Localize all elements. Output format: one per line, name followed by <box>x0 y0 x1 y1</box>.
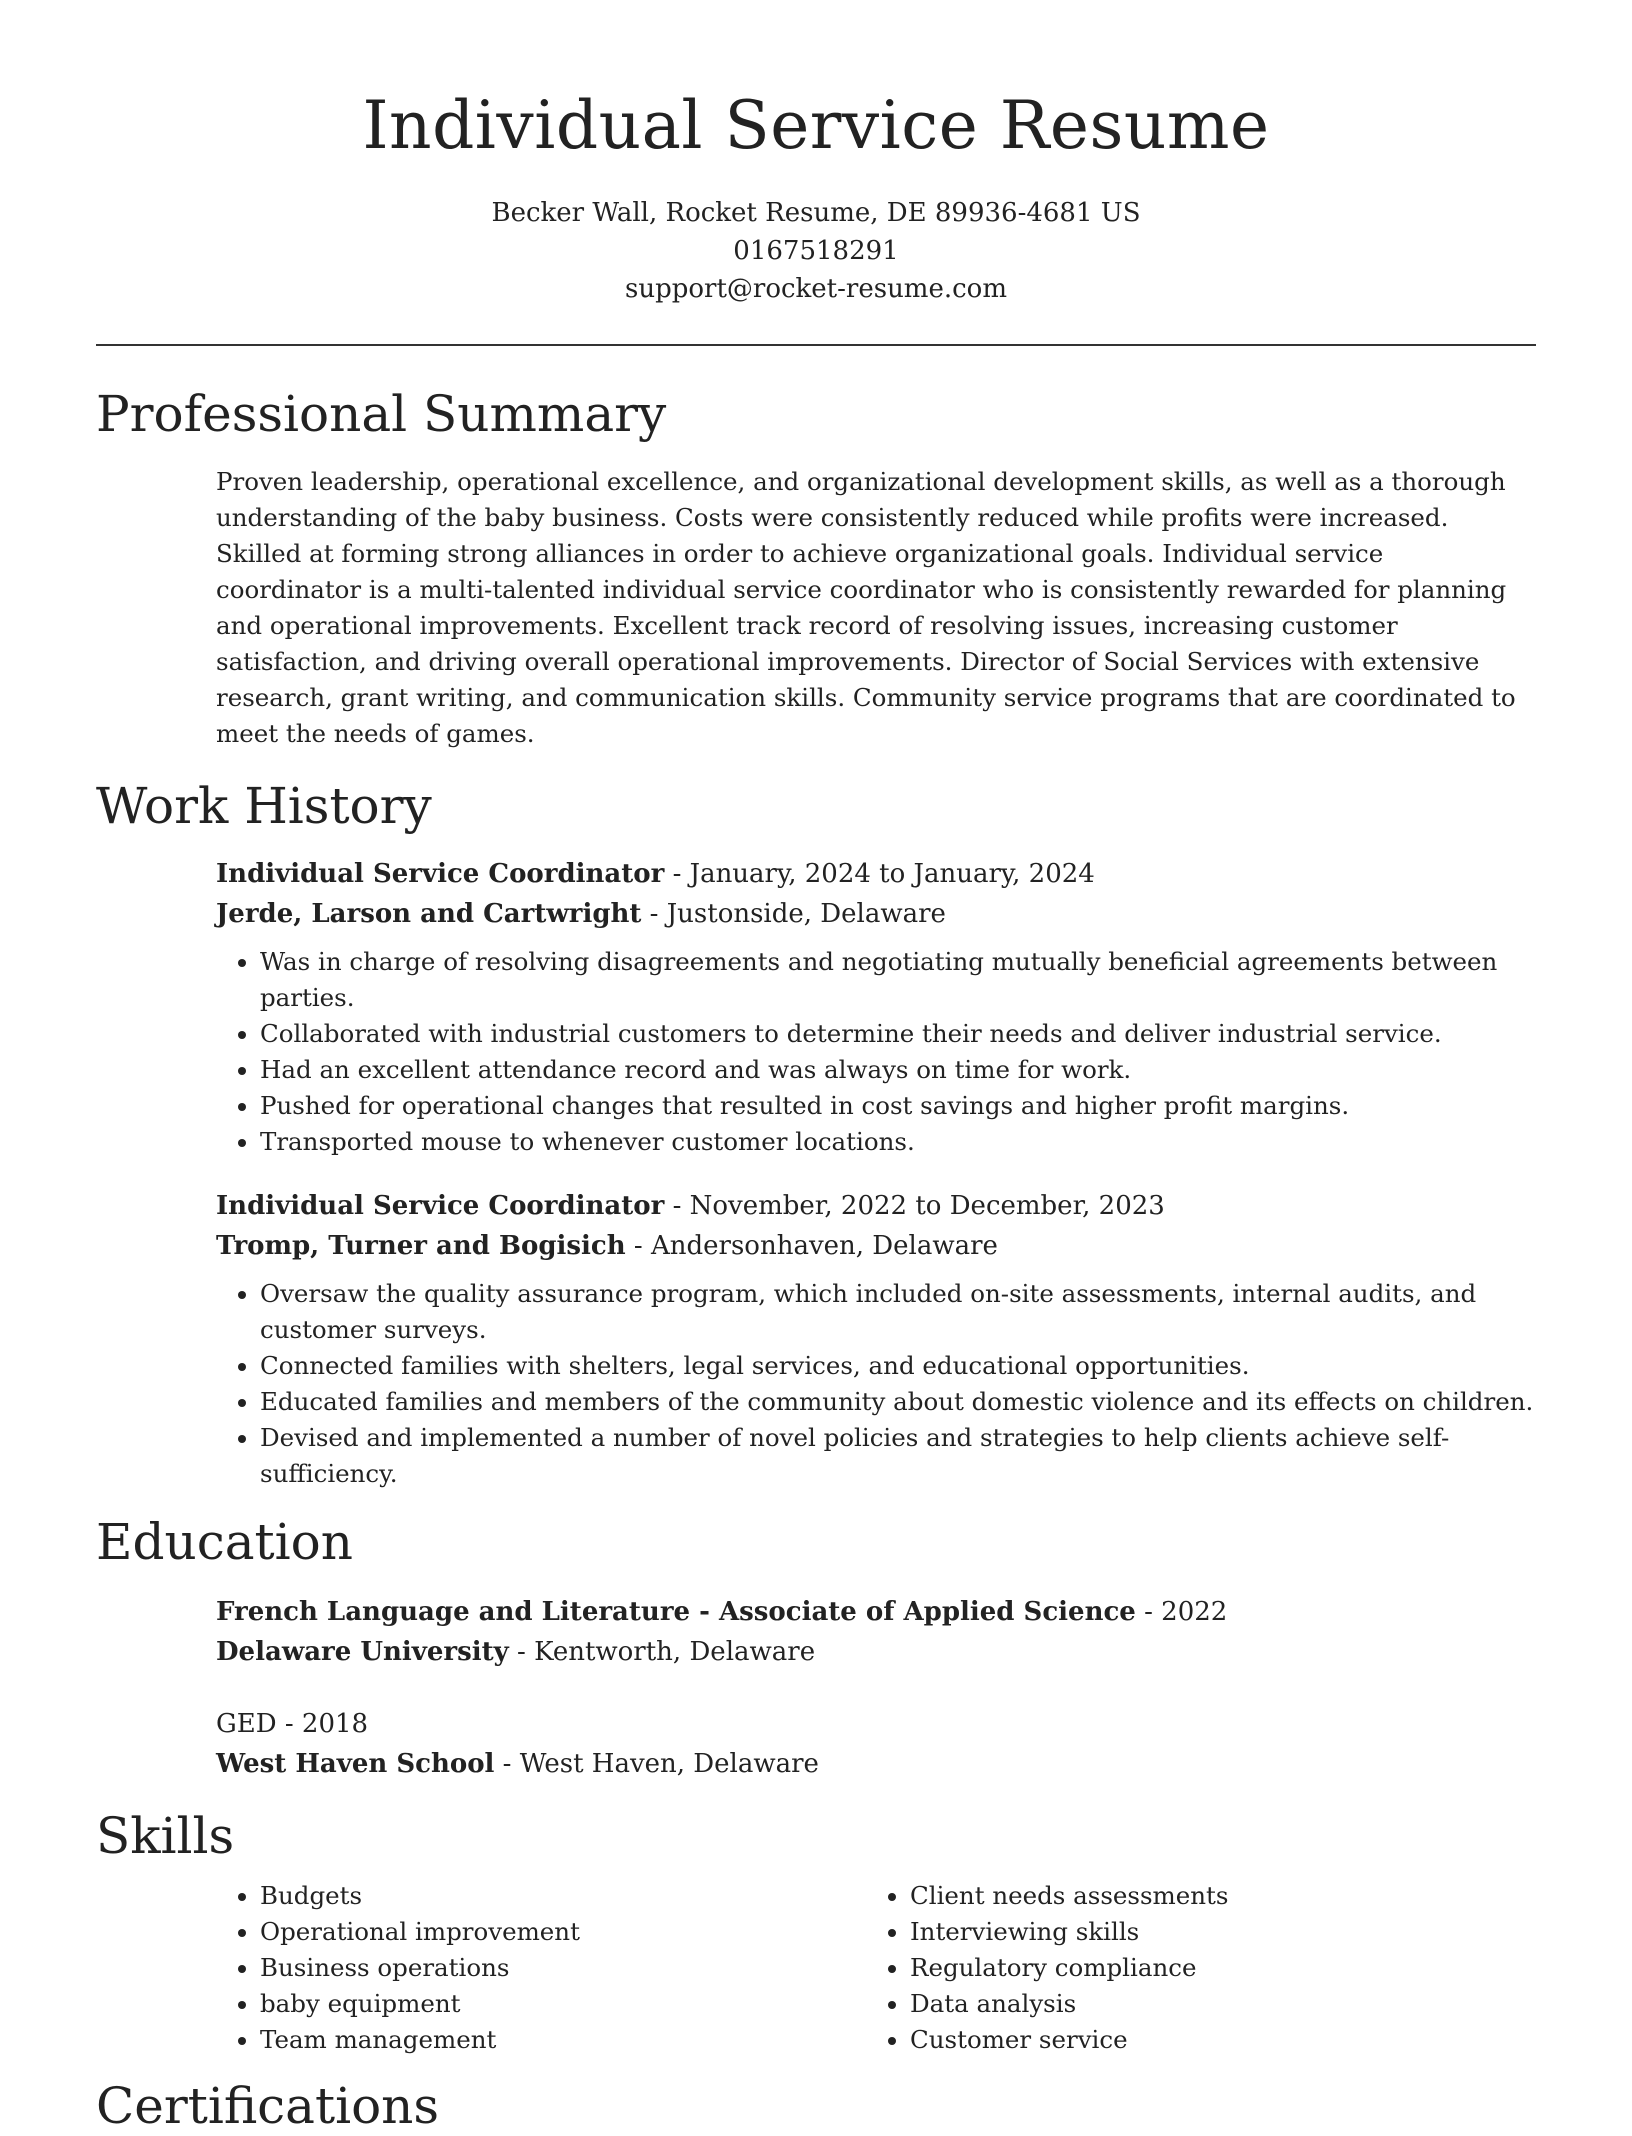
job-entry <box>216 854 1536 1160</box>
certifications-section <box>96 2076 1536 2136</box>
skill-item: • Regulatory compliance <box>910 1950 1516 1986</box>
education-school: West Haven School <box>216 1749 495 1779</box>
contact-address: Becker Wall, Rocket Resume, DE 89936-4681 US <box>491 198 1141 228</box>
resume-page <box>96 0 1536 2136</box>
skills-grid <box>216 1878 1536 2058</box>
education-school: Delaware University <box>216 1637 509 1667</box>
education-section <box>96 1512 1536 1784</box>
work-history-body <box>216 854 1536 1492</box>
job-bullet: • Oversaw the quality assurance program, which included on-site assessments, internal audits, and customer surveys. <box>260 1276 1536 1348</box>
job-dates: - January, 2024 to January, 2024 <box>664 859 1095 889</box>
education-heading: Education <box>96 1513 353 1571</box>
job-company: Jerde, Larson and Cartwright <box>216 899 642 929</box>
education-degree-line <box>216 1592 1536 1632</box>
header-divider <box>96 344 1536 346</box>
job-title-line <box>216 1186 1536 1226</box>
contact-info <box>96 194 1536 308</box>
resume-title: Individual Service Resume <box>362 87 1270 164</box>
education-year: - 2018 <box>276 1709 369 1739</box>
job-title: Individual Service Coordinator <box>216 859 665 889</box>
job-bullets <box>216 1276 1536 1492</box>
job-bullet: • Was in charge of resolving disagreements and negotiating mutually beneficial agreements between parties. <box>260 944 1536 1016</box>
job-entry <box>216 1186 1536 1492</box>
education-body <box>216 1592 1536 1784</box>
contact-phone: 0167518291 <box>733 236 899 266</box>
skills-heading: Skills <box>96 1807 235 1865</box>
job-dates: - November, 2022 to December, 2023 <box>664 1191 1165 1221</box>
education-degree-line <box>216 1704 1536 1744</box>
summary-heading: Professional Summary <box>96 385 667 443</box>
skill-item: • Budgets <box>260 1878 866 1914</box>
education-school-line <box>216 1632 1536 1672</box>
job-title: Individual Service Coordinator <box>216 1191 665 1221</box>
skills-list <box>216 1878 866 2058</box>
certifications-heading: Certifications <box>96 2077 440 2135</box>
skill-item: • Client needs assessments <box>910 1878 1516 1914</box>
job-bullet: • Collaborated with industrial customers to determine their needs and deliver industrial service. <box>260 1016 1536 1052</box>
job-bullets <box>216 944 1536 1160</box>
skills-section <box>96 1806 1536 2058</box>
education-location: - Kentworth, Delaware <box>508 1637 816 1667</box>
education-entry <box>216 1704 1536 1784</box>
resume-header <box>96 0 1536 346</box>
job-location: - Justonside, Delaware <box>641 899 946 929</box>
job-bullet: • Devised and implemented a number of novel policies and strategies to help clients achieve self-sufficiency. <box>260 1420 1536 1492</box>
job-title-line <box>216 854 1536 894</box>
job-company: Tromp, Turner and Bogisich <box>216 1231 626 1261</box>
education-field: French Language and Literature <box>216 1597 691 1627</box>
job-company-line <box>216 1226 1536 1266</box>
work-history-section <box>96 776 1536 1492</box>
job-bullet: • Pushed for operational changes that resulted in cost savings and higher profit margins. <box>260 1088 1536 1124</box>
skills-column-right <box>866 1878 1516 2058</box>
skill-item: • Interviewing skills <box>910 1914 1516 1950</box>
education-school-line <box>216 1744 1536 1784</box>
skill-item: • Data analysis <box>910 1986 1516 2022</box>
job-bullet: • Connected families with shelters, legal services, and educational opportunities. <box>260 1348 1536 1384</box>
job-bullet: • Educated families and members of the community about domestic violence and its effects on children. <box>260 1384 1536 1420</box>
education-degree: - Associate of Applied Science <box>690 1597 1136 1627</box>
skill-item: • Team management <box>260 2022 866 2058</box>
skills-column-left <box>216 1878 866 2058</box>
skills-list <box>866 1878 1516 2058</box>
education-entry <box>216 1592 1536 1672</box>
skill-item: • Business operations <box>260 1950 866 1986</box>
education-degree: GED <box>216 1709 277 1739</box>
work-history-heading: Work History <box>96 777 432 835</box>
skill-item: • Customer service <box>910 2022 1516 2058</box>
skill-item: • Operational improvement <box>260 1914 866 1950</box>
job-bullet: • Transported mouse to whenever customer locations. <box>260 1124 1536 1160</box>
skill-item: • baby equipment <box>260 1986 866 2022</box>
contact-email: support@rocket-resume.com <box>624 274 1007 304</box>
job-company-line <box>216 894 1536 934</box>
education-year: - 2022 <box>1135 1597 1228 1627</box>
education-location: - West Haven, Delaware <box>494 1749 819 1779</box>
job-bullet: • Had an excellent attendance record and was always on time for work. <box>260 1052 1536 1088</box>
summary-section <box>96 384 1536 752</box>
summary-text: Proven leadership, operational excellence, and organizational development skills, as well as a thorough understanding of the baby business. Costs were consistently reduced while profits were increased. Skilled at forming strong alliances in order to achieve organizational goals. Individual service coordinator is a multi-talented individual service coordinator who is consistently rewarded for planning and operational improvements. Excellent track record of resolving issues, increasing customer satisfaction, and driving overall operational improvements. Director of Social Services with extensive research, grant writing, and communication skills. Community service programs that are coordinated to meet the needs of games. <box>216 467 1516 748</box>
job-location: - Andersonhaven, Delaware <box>625 1231 998 1261</box>
